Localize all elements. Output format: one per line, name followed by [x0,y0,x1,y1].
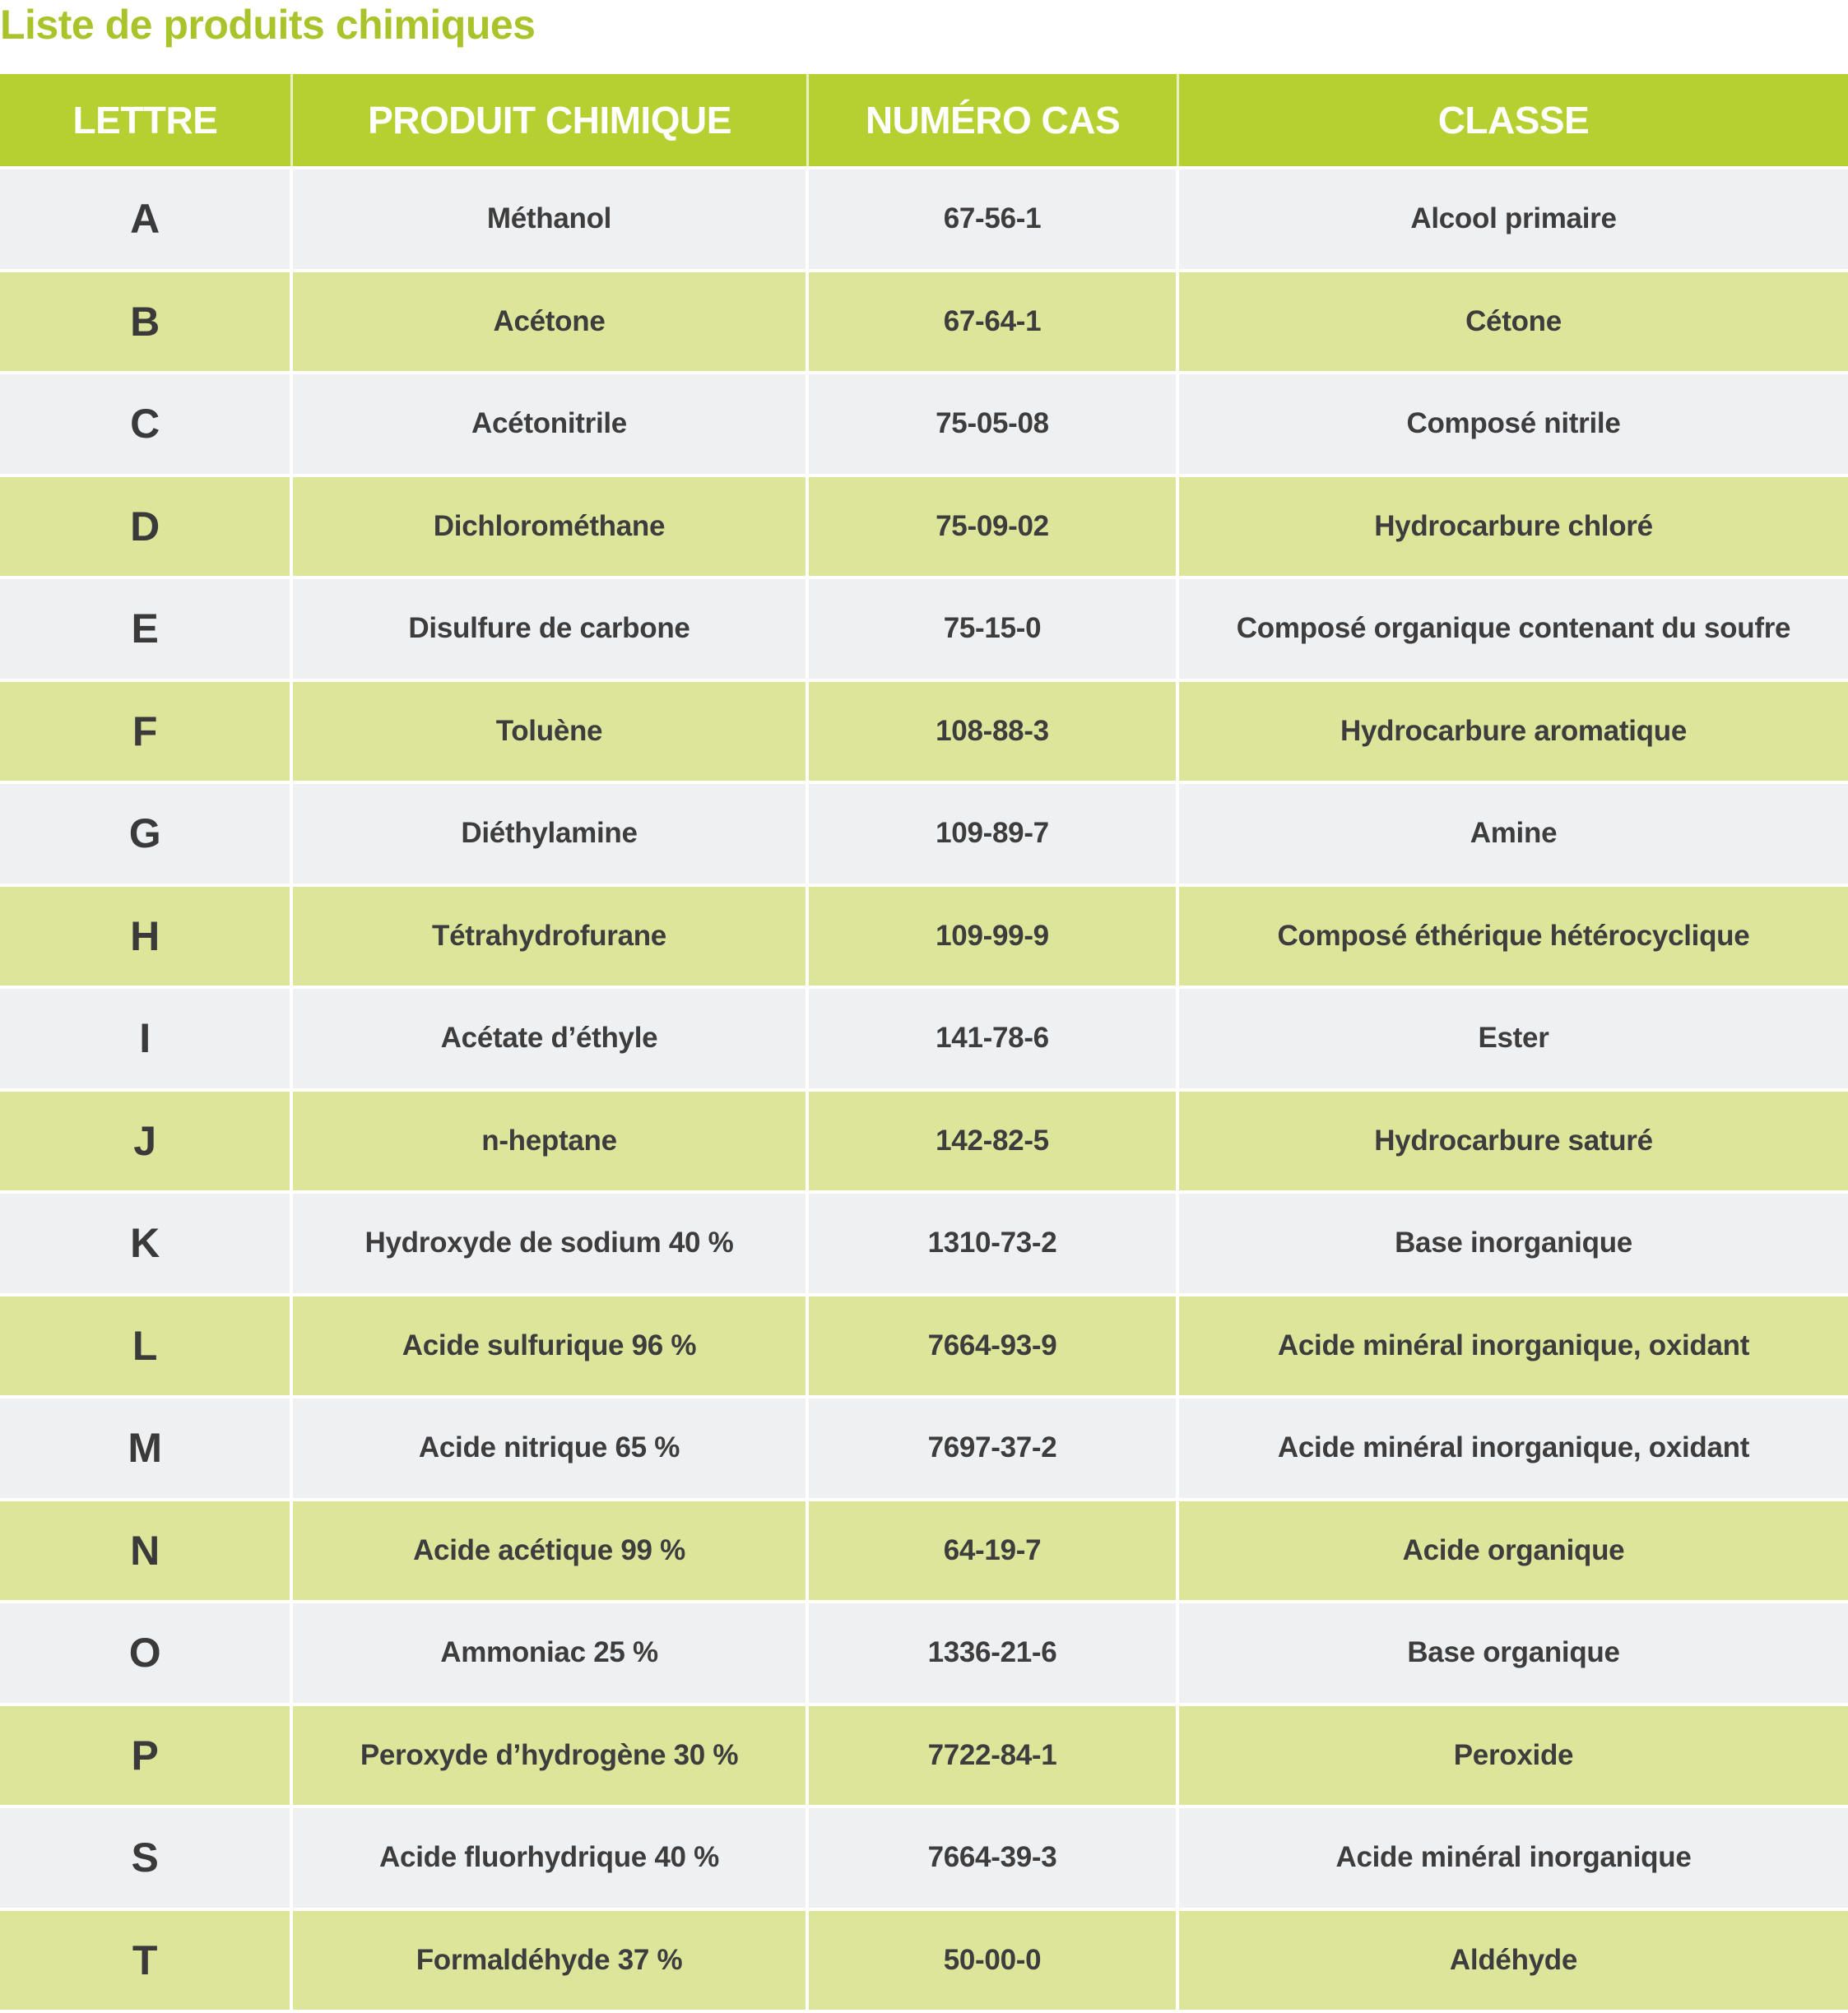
cell-chemical: Acétate d’éthyle [293,989,809,1088]
cell-letter: L [0,1296,293,1396]
cell-letter: N [0,1501,293,1601]
cell-chemical: Tétrahydrofurane [293,887,809,986]
cell-chemical: Diéthylamine [293,784,809,884]
cell-chemical: Formaldéhyde 37 % [293,1911,809,2011]
cell-class: Acide minéral inorganique [1179,1808,1848,1908]
cell-cas-number: 108-88-3 [809,682,1179,782]
cell-class: Acide minéral inorganique, oxidant [1179,1296,1848,1396]
cell-cas-number: 109-89-7 [809,784,1179,884]
cell-cas-number: 7664-93-9 [809,1296,1179,1396]
table-row [0,989,1848,1092]
cell-class: Acide minéral inorganique, oxidant [1179,1398,1848,1498]
header-class: CLASSE [1179,74,1848,166]
cell-letter: E [0,579,293,679]
cell-cas-number: 141-78-6 [809,989,1179,1088]
header-cas-number: NUMÉRO CAS [809,74,1179,166]
cell-cas-number: 7697-37-2 [809,1398,1179,1498]
cell-chemical: Acétone [293,272,809,372]
cell-cas-number: 109-99-9 [809,887,1179,986]
cell-letter: K [0,1194,293,1293]
table-row [0,579,1848,682]
header-letter: LETTRE [0,74,293,166]
cell-chemical: Hydroxyde de sodium 40 % [293,1194,809,1293]
cell-cas-number: 64-19-7 [809,1501,1179,1601]
cell-class: Aldéhyde [1179,1911,1848,2011]
cell-cas-number: 75-09-02 [809,477,1179,577]
cell-class: Base inorganique [1179,1194,1848,1293]
cell-class: Composé éthérique hétérocyclique [1179,887,1848,986]
table-row [0,374,1848,477]
table-row [0,1398,1848,1501]
table-row [0,682,1848,785]
cell-letter: B [0,272,293,372]
cell-chemical: Toluène [293,682,809,782]
cell-class: Amine [1179,784,1848,884]
cell-chemical: Acide fluorhydrique 40 % [293,1808,809,1908]
cell-chemical: Disulfure de carbone [293,579,809,679]
cell-chemical: n-heptane [293,1092,809,1191]
cell-letter: M [0,1398,293,1498]
cell-class: Peroxide [1179,1706,1848,1806]
cell-letter: H [0,887,293,986]
cell-cas-number: 67-56-1 [809,169,1179,269]
table-row [0,1603,1848,1706]
cell-chemical: Ammoniac 25 % [293,1603,809,1703]
table-row [0,1808,1848,1911]
table-row [0,1501,1848,1604]
cell-class: Hydrocarbure chloré [1179,477,1848,577]
cell-letter: P [0,1706,293,1806]
cell-chemical: Dichlorométhane [293,477,809,577]
table-row [0,887,1848,990]
header-chemical: PRODUIT CHIMIQUE [293,74,809,166]
cell-chemical: Acide nitrique 65 % [293,1398,809,1498]
cell-letter: S [0,1808,293,1908]
table-row [0,784,1848,887]
cell-chemical: Méthanol [293,169,809,269]
cell-cas-number: 75-05-08 [809,374,1179,474]
cell-chemical: Acétonitrile [293,374,809,474]
cell-letter: F [0,682,293,782]
cell-cas-number: 7722-84-1 [809,1706,1179,1806]
cell-class: Hydrocarbure aromatique [1179,682,1848,782]
cell-class: Acide organique [1179,1501,1848,1601]
table-row [0,1706,1848,1809]
cell-letter: G [0,784,293,884]
table-row [0,1911,1848,2013]
cell-letter: T [0,1911,293,2011]
cell-letter: C [0,374,293,474]
page-title: Liste de produits chimiques [0,0,536,49]
chemicals-table [0,74,1848,2013]
cell-chemical: Acide sulfurique 96 % [293,1296,809,1396]
table-body [0,169,1848,2013]
cell-cas-number: 1310-73-2 [809,1194,1179,1293]
cell-cas-number: 7664-39-3 [809,1808,1179,1908]
table-row [0,169,1848,272]
table-header-row [0,74,1848,169]
cell-letter: J [0,1092,293,1191]
cell-class: Alcool primaire [1179,169,1848,269]
cell-class: Base organique [1179,1603,1848,1703]
cell-class: Hydrocarbure saturé [1179,1092,1848,1191]
table-row [0,272,1848,375]
cell-letter: I [0,989,293,1088]
cell-cas-number: 75-15-0 [809,579,1179,679]
cell-cas-number: 1336-21-6 [809,1603,1179,1703]
table-row [0,1092,1848,1194]
table-row [0,1296,1848,1399]
cell-cas-number: 50-00-0 [809,1911,1179,2011]
table-row [0,477,1848,580]
cell-letter: D [0,477,293,577]
cell-class: Composé nitrile [1179,374,1848,474]
cell-chemical: Peroxyde d’hydrogène 30 % [293,1706,809,1806]
cell-letter: O [0,1603,293,1703]
cell-chemical: Acide acétique 99 % [293,1501,809,1601]
cell-cas-number: 142-82-5 [809,1092,1179,1191]
table-row [0,1194,1848,1296]
cell-letter: A [0,169,293,269]
cell-class: Ester [1179,989,1848,1088]
cell-cas-number: 67-64-1 [809,272,1179,372]
cell-class: Cétone [1179,272,1848,372]
cell-class: Composé organique contenant du soufre [1179,579,1848,679]
